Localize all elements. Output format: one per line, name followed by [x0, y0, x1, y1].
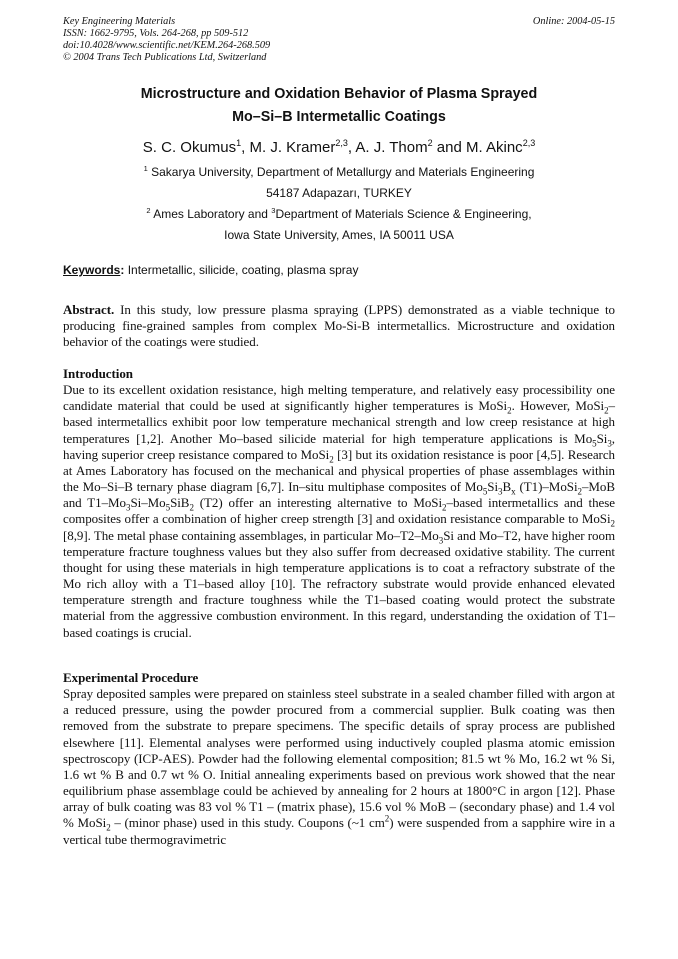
author-1: S. C. Okumus	[142, 139, 237, 156]
keywords-colon: :	[120, 263, 125, 277]
keywords	[63, 263, 615, 278]
author-3: , A. J. Thom	[347, 139, 428, 156]
affiliation-2	[63, 204, 615, 246]
affiliation-2-line-1b: Department of Materials Science & Engineering,	[275, 207, 532, 221]
journal-copyright: © 2004 Trans Tech Publications Ltd, Switzerland	[63, 52, 267, 63]
abstract	[63, 302, 615, 350]
introduction-paragraph: Due to its excellent oxidation resistance, high melting temperature, and relatively easy processibility one candidate material that could be used at significantly higher temperatures is MoSi$_2$. However, MoSi$_2$–based intermetallics exhibit poor low temperature mechanical strength and low creep resistance at high temperatures [1,2]. Another Mo–based silicide material for high temperature applications is $Mo_5Si_3$, having superior creep resistance compared to MoSi$_2$ [3] but its oxidation resistance is poor [4,5]. Research at Ames Laboratory has focused on the mechanical and physical properties of phase assemblages within the Mo–Si–B ternary phase diagram [6,7]. In–situ multiphase composites of $Mo_5Si_3B_x$ (T1)–MoSi$_2$–MoB and $T1-Mo_3Si-Mo_5SiB_2$ (T2) offer an interesting alternative to MoSi$_2$–based intermetallics and these composites offer a combination of higher creep strength [3] and oxidation resistance comparable to MoSi$_2$ [8,9]. The metal phase containing assemblages, in particular $Mo-T2-Mo_3Si$ and Mo–T2, have higher room temperature fracture toughness values but they also suffer from decreased oxidative stability. The current thought for using these materials in high temperature applications is to coat a refractory substrate of the Mo rich alloy with a T1–based alloy [10]. The refractory substrate would provide enhanced elevated temperature strength and fracture toughness while the T1–based coating would protect the substrate material from the aggressive combustion environment. In this regard, understanding the oxidation of T1–based coatings is crucial.	[63, 382, 616, 640]
author-2: , M. J. Kramer	[241, 139, 336, 156]
title-line-1: Microstructure and Oxidation Behavior of Plasma Sprayed	[140, 86, 538, 102]
paper-title	[63, 83, 615, 129]
title-line-2: Mo–Si–B Intermetallic Coatings	[232, 109, 446, 125]
affiliation-1-line-1: Sakarya University, Department of Metallurgy and Materials Engineering	[147, 165, 535, 179]
affiliation-3-marker: 3	[271, 206, 276, 215]
introduction-heading: Introduction	[63, 366, 133, 381]
introduction-section	[63, 366, 615, 641]
author-4: and M. Akinc	[432, 139, 523, 156]
journal-issn: ISSN: 1662-9795, Vols. 264-268, pp 509-512	[63, 28, 249, 39]
author-3-affil: 2	[427, 138, 433, 148]
author-list	[63, 138, 615, 158]
affiliation-2-line-1a: Ames Laboratory and	[150, 207, 272, 221]
journal-doi: doi:10.4028/www.scientific.net/KEM.264-268.509	[63, 40, 271, 51]
keywords-text: Intermetallic, silicide, coating, plasma spray	[124, 263, 359, 277]
keywords-label: Keywords	[63, 263, 121, 277]
online-date: Online: 2004-05-15	[532, 16, 615, 27]
affiliation-2-marker: 2	[146, 206, 151, 215]
journal-header	[63, 16, 615, 64]
experimental-paragraph: Spray deposited samples were prepared on stainless steel substrate in a sealed chamber filled with argon at a reduced pressure, using the powder procured from a commercial supplier. Bulk coating was then removed from the substrate to prepare specimens. The specific details of spray process are published elsewhere [11]. Elemental analyses were performed using inductively coupled plasma atomic emission spectroscopy (ICP-AES). Powder had the following elemental composition; 81.5 wt % Mo, 16.2 wt % Si, 1.6 wt % B and 0.7 wt % O. Initial annealing experiments based on previous work showed that the near equilibrium phase assemblage could be achieved by annealing for 2 hours at 1800°C in argon [12]. Phase array of bulk coating was 83 vol % T1 – (matrix phase), 15.6 vol % MoB – (secondary phase) and 1.4 vol % MoSi$_2$ – (minor phase) used in this study. Coupons (~1 $cm^2$) were suspended from a sapphire wire in a vertical tube thermogravimetric	[63, 686, 615, 847]
affiliation-1-line-2: 54187 Adapazarı, TURKEY	[266, 186, 412, 200]
author-2-affil: 2,3	[335, 138, 348, 148]
affiliation-1-marker: 1	[143, 164, 148, 173]
abstract-text: In this study, low pressure plasma spraying (LPPS) demonstrated as a viable technique to producing fine-grained samples from complex Mo-Si-B intermetallics. Microstructure and oxidation behavior of the coatings were studied.	[63, 302, 615, 350]
affiliation-2-line-2: Iowa State University, Ames, IA 50011 USA	[224, 228, 454, 242]
author-4-affil: 2,3	[522, 138, 536, 148]
author-1-affil: 1	[236, 138, 242, 148]
experimental-heading: Experimental Procedure	[63, 670, 199, 685]
journal-name: Key Engineering Materials	[63, 16, 176, 27]
affiliation-1	[63, 162, 615, 204]
abstract-label: Abstract.	[63, 302, 115, 317]
experimental-section	[63, 670, 615, 848]
